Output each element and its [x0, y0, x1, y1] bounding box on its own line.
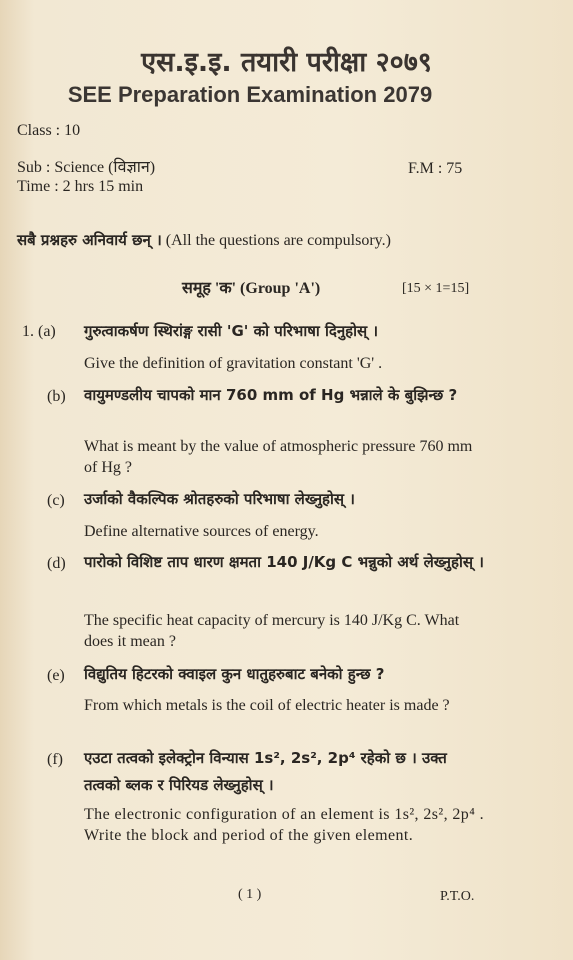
- question-b-label: (b): [47, 388, 66, 405]
- exam-title-english: SEE Preparation Examination 2079: [67, 82, 433, 107]
- time-label: Time : 2 hrs 15 min: [17, 178, 144, 195]
- question-a-nepali: गुरुत्वाकर्षण स्थिरांङ्ग रासी 'G' को परिभाषा दिनुहोस् ।: [84, 322, 379, 340]
- question-b-english: What is meant by the value of atmospheric pressure 760 mm of Hg ?: [84, 438, 473, 476]
- class-label: Class : 10: [17, 122, 81, 139]
- instruction-nepali: सबै प्रश्नहरु अनिवार्य छन् ।: [17, 231, 162, 249]
- question-e-nepali: विद्युतिय हिटरको क्वाइल कुन धातुहरुबाट बनेको हुन्छ ?: [84, 665, 385, 683]
- question-c-nepali: उर्जाको वैकल्पिक श्रोतहरुको परिभाषा लेख्नुहोस् ।: [84, 490, 355, 508]
- question-number: 1. (a): [22, 323, 56, 340]
- question-e-english: From which metals is the coil of electric heater is made ?: [84, 697, 450, 714]
- instructions: [17, 230, 391, 250]
- pto-label: P.T.O.: [440, 889, 475, 904]
- subject-label: Sub : Science (विज्ञान): [17, 159, 156, 176]
- question-c-english: Define alternative sources of energy.: [84, 523, 319, 540]
- question-b-nepali: वायुमण्डलीय चापको मान 760 mm of Hg भन्नाले के बुझिन्छ ?: [84, 386, 458, 404]
- full-marks-label: F.M : 75: [408, 160, 463, 177]
- page-number: ( 1 ): [238, 887, 262, 902]
- question-d-label: (d): [47, 555, 66, 572]
- exam-title-nepali: एस.इ.इ. तयारी परीक्षा २०७९: [141, 47, 432, 78]
- question-f-english: The electronic configuration of an element is 1s², 2s², 2p⁴ . Write the block and period of the given element.: [84, 806, 484, 844]
- instruction-english: (All the questions are compulsory.): [165, 232, 391, 249]
- question-c-label: (c): [47, 492, 65, 509]
- question-d-english: The specific heat capacity of mercury is 140 J/Kg C. What does it mean ?: [84, 612, 460, 650]
- question-f-nepali: एउटा तत्वको इलेक्ट्रोन विन्यास 1s², 2s², 2p⁴ रहेको छ । उक्त तत्वको ब्लक र पिरियड लेख्नुहोस् ।: [84, 749, 447, 794]
- question-f-label: (f): [47, 751, 63, 768]
- question-a-english: Give the definition of gravitation constant 'G' .: [84, 355, 383, 372]
- group-heading: समूह 'क' (Group 'A'): [182, 280, 321, 297]
- question-e-label: (e): [47, 667, 65, 684]
- question-d-nepali: पारोको विशिष्ट ताप धारण क्षमता 140 J/Kg C भन्नुको अर्थ लेख्नुहोस् ।: [84, 553, 484, 571]
- group-marks: [15 × 1=15]: [402, 281, 470, 296]
